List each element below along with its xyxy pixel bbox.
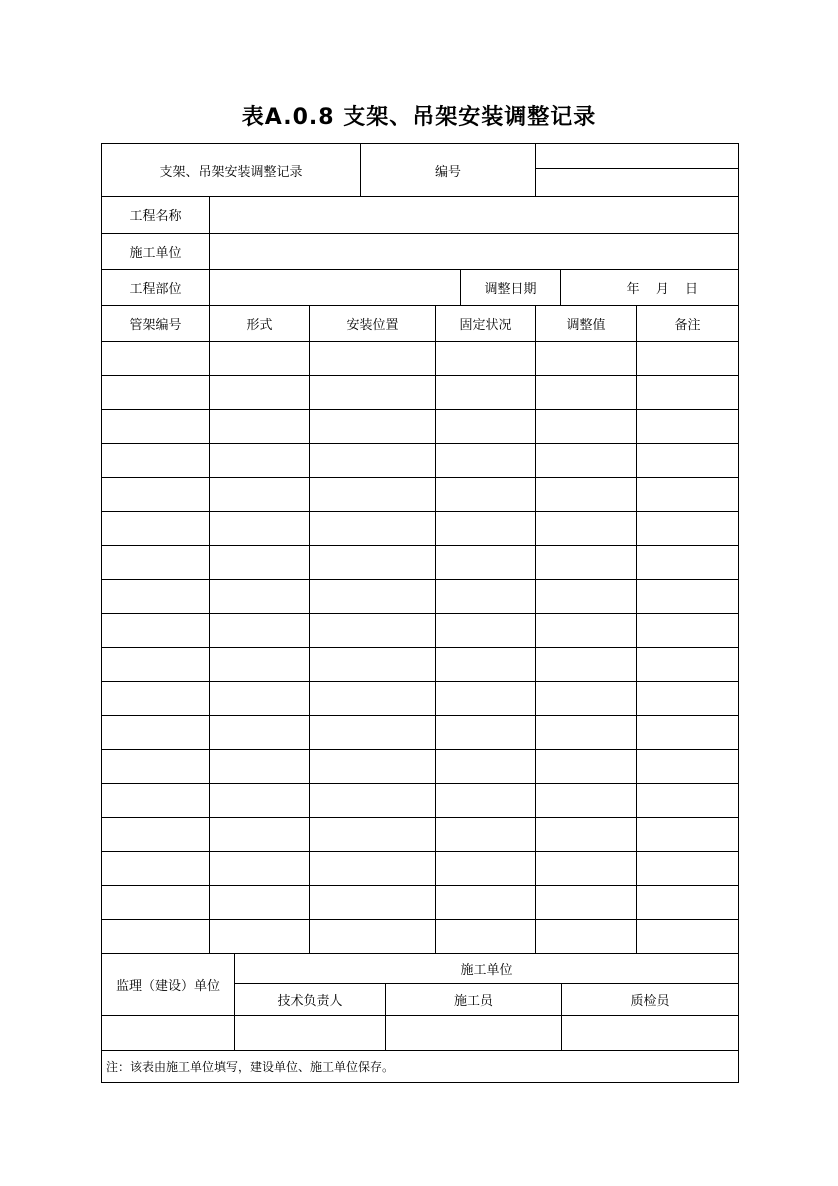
date-field[interactable] xyxy=(561,269,739,305)
table-cell[interactable] xyxy=(102,512,210,546)
table-cell[interactable] xyxy=(637,342,739,376)
table-cell[interactable] xyxy=(536,410,637,444)
table-cell[interactable] xyxy=(436,478,536,512)
table-cell[interactable] xyxy=(210,614,310,648)
table-cell[interactable] xyxy=(536,342,637,376)
table-cell[interactable] xyxy=(637,920,739,954)
table-cell[interactable] xyxy=(536,818,637,852)
table-cell[interactable] xyxy=(102,682,210,716)
table-cell[interactable] xyxy=(210,546,310,580)
table-cell[interactable] xyxy=(210,784,310,818)
table-cell[interactable] xyxy=(310,682,436,716)
table-cell[interactable] xyxy=(637,614,739,648)
constructor-label: 施工员 xyxy=(386,983,562,1015)
table-cell[interactable] xyxy=(102,614,210,648)
table-cell[interactable] xyxy=(436,546,536,580)
table-cell[interactable] xyxy=(102,342,210,376)
table-cell[interactable] xyxy=(436,886,536,920)
table-row xyxy=(102,818,739,852)
table-cell[interactable] xyxy=(536,648,637,682)
table-row xyxy=(102,648,739,682)
date-month: 月 xyxy=(655,281,669,297)
supervisor-label: 监理（建设）单位 xyxy=(102,954,235,1015)
table-cell[interactable] xyxy=(637,512,739,546)
table-cell[interactable] xyxy=(637,818,739,852)
footer-note: 注：该表由施工单位填写，建设单位、施工单位保存。 xyxy=(102,1050,739,1082)
column-header: 固定状况 xyxy=(436,306,536,342)
table-row xyxy=(102,546,739,580)
table-cell[interactable] xyxy=(310,342,436,376)
table-cell[interactable] xyxy=(210,410,310,444)
table-row xyxy=(102,750,739,784)
signature-table xyxy=(101,954,739,1083)
table-cell[interactable] xyxy=(102,580,210,614)
table-cell[interactable] xyxy=(436,376,536,410)
table-row xyxy=(102,716,739,750)
table-cell[interactable] xyxy=(637,750,739,784)
table-cell[interactable] xyxy=(536,512,637,546)
column-header: 管架编号 xyxy=(102,306,210,342)
table-cell[interactable] xyxy=(436,852,536,886)
column-header: 备注 xyxy=(637,306,739,342)
table-cell[interactable] xyxy=(637,546,739,580)
supervisor-signature-field[interactable] xyxy=(102,1015,235,1050)
inspector-label: 质检员 xyxy=(562,983,739,1015)
table-cell[interactable] xyxy=(637,648,739,682)
table-cell[interactable] xyxy=(536,920,637,954)
table-cell[interactable] xyxy=(210,512,310,546)
table-cell[interactable] xyxy=(102,648,210,682)
table-cell[interactable] xyxy=(637,444,739,478)
column-header: 形式 xyxy=(210,306,310,342)
contractor-group-label: 施工单位 xyxy=(235,954,739,983)
table-cell[interactable] xyxy=(210,648,310,682)
date-year: 年 xyxy=(626,281,640,297)
table-cell[interactable] xyxy=(436,716,536,750)
table-cell[interactable] xyxy=(310,614,436,648)
inspector-signature-field[interactable] xyxy=(562,1015,739,1050)
table-cell[interactable] xyxy=(210,444,310,478)
table-row xyxy=(102,852,739,886)
table-cell[interactable] xyxy=(637,682,739,716)
table-cell[interactable] xyxy=(310,852,436,886)
table-cell[interactable] xyxy=(637,410,739,444)
table-cell[interactable] xyxy=(436,444,536,478)
table-cell[interactable] xyxy=(102,886,210,920)
table-row xyxy=(102,444,739,478)
contractor-label: 施工单位 xyxy=(102,233,210,269)
table-cell[interactable] xyxy=(210,920,310,954)
date-day: 日 xyxy=(684,281,698,297)
table-cell[interactable] xyxy=(210,376,310,410)
table-cell[interactable] xyxy=(536,580,637,614)
table-cell[interactable] xyxy=(310,410,436,444)
table-row xyxy=(102,614,739,648)
location-field[interactable] xyxy=(210,269,461,305)
number-field-2[interactable] xyxy=(536,169,739,197)
table-cell[interactable] xyxy=(536,478,637,512)
table-cell[interactable] xyxy=(210,682,310,716)
table-cell[interactable] xyxy=(210,818,310,852)
table-cell[interactable] xyxy=(637,784,739,818)
table-cell[interactable] xyxy=(436,682,536,716)
table-cell[interactable] xyxy=(536,784,637,818)
table-cell[interactable] xyxy=(310,444,436,478)
column-header: 调整值 xyxy=(536,306,637,342)
table-cell[interactable] xyxy=(436,920,536,954)
table-cell[interactable] xyxy=(436,648,536,682)
table-cell[interactable] xyxy=(536,852,637,886)
table-cell[interactable] xyxy=(210,852,310,886)
table-cell[interactable] xyxy=(210,750,310,784)
table-cell[interactable] xyxy=(210,342,310,376)
table-row xyxy=(102,682,739,716)
record-form xyxy=(101,143,739,1083)
table-cell[interactable] xyxy=(102,376,210,410)
table-cell[interactable] xyxy=(310,580,436,614)
table-cell[interactable] xyxy=(310,750,436,784)
table-row xyxy=(102,342,739,376)
tech-lead-signature-field[interactable] xyxy=(235,1015,386,1050)
table-cell[interactable] xyxy=(536,750,637,784)
table-cell[interactable] xyxy=(102,784,210,818)
table-cell[interactable] xyxy=(102,920,210,954)
table-row xyxy=(102,886,739,920)
table-cell[interactable] xyxy=(310,512,436,546)
table-cell[interactable] xyxy=(210,478,310,512)
table-cell[interactable] xyxy=(436,342,536,376)
table-cell[interactable] xyxy=(102,852,210,886)
table-cell[interactable] xyxy=(536,546,637,580)
table-cell[interactable] xyxy=(637,716,739,750)
constructor-signature-field[interactable] xyxy=(386,1015,562,1050)
table-cell[interactable] xyxy=(536,614,637,648)
table-cell[interactable] xyxy=(536,682,637,716)
table-cell[interactable] xyxy=(310,376,436,410)
table-cell[interactable] xyxy=(310,648,436,682)
data-rows xyxy=(102,342,739,954)
table-cell[interactable] xyxy=(436,410,536,444)
table-cell[interactable] xyxy=(637,852,739,886)
table-cell[interactable] xyxy=(536,716,637,750)
table-row xyxy=(102,580,739,614)
record-table xyxy=(101,306,739,955)
table-cell[interactable] xyxy=(637,478,739,512)
table-cell[interactable] xyxy=(637,580,739,614)
table-row xyxy=(102,512,739,546)
table-cell[interactable] xyxy=(536,376,637,410)
table-cell[interactable] xyxy=(436,512,536,546)
table-cell[interactable] xyxy=(536,886,637,920)
table-cell[interactable] xyxy=(536,444,637,478)
table-cell[interactable] xyxy=(310,478,436,512)
date-label: 调整日期 xyxy=(461,269,561,305)
table-cell[interactable] xyxy=(637,886,739,920)
number-label: 编号 xyxy=(361,144,536,197)
table-cell[interactable] xyxy=(436,614,536,648)
table-cell[interactable] xyxy=(310,546,436,580)
table-cell[interactable] xyxy=(102,444,210,478)
table-cell[interactable] xyxy=(436,784,536,818)
table-row xyxy=(102,784,739,818)
table-cell[interactable] xyxy=(436,750,536,784)
form-name-label: 支架、吊架安装调整记录 xyxy=(102,144,361,197)
table-cell[interactable] xyxy=(310,818,436,852)
table-cell[interactable] xyxy=(102,750,210,784)
column-header-row xyxy=(102,306,739,342)
table-cell[interactable] xyxy=(102,546,210,580)
table-cell[interactable] xyxy=(436,580,536,614)
project-name-label: 工程名称 xyxy=(102,197,210,233)
table-cell[interactable] xyxy=(210,580,310,614)
contractor-field[interactable] xyxy=(210,233,739,269)
table-cell[interactable] xyxy=(436,818,536,852)
project-name-field[interactable] xyxy=(210,197,739,233)
table-row xyxy=(102,376,739,410)
table-cell[interactable] xyxy=(102,410,210,444)
location-label: 工程部位 xyxy=(102,269,210,305)
table-cell[interactable] xyxy=(210,886,310,920)
table-cell[interactable] xyxy=(210,716,310,750)
number-field-1[interactable] xyxy=(536,144,739,169)
table-row xyxy=(102,920,739,954)
project-info-table xyxy=(101,197,739,306)
table-cell[interactable] xyxy=(310,716,436,750)
table-cell[interactable] xyxy=(637,376,739,410)
table-cell[interactable] xyxy=(310,920,436,954)
column-header: 安装位置 xyxy=(310,306,436,342)
tech-lead-label: 技术负责人 xyxy=(235,983,386,1015)
table-cell[interactable] xyxy=(310,886,436,920)
table-row xyxy=(102,410,739,444)
form-header-table xyxy=(101,143,739,197)
page-title: 表A.0.8 支架、吊架安装调整记录 xyxy=(241,105,597,130)
table-row xyxy=(102,478,739,512)
table-cell[interactable] xyxy=(102,818,210,852)
table-cell[interactable] xyxy=(310,784,436,818)
table-cell[interactable] xyxy=(102,478,210,512)
table-cell[interactable] xyxy=(102,716,210,750)
